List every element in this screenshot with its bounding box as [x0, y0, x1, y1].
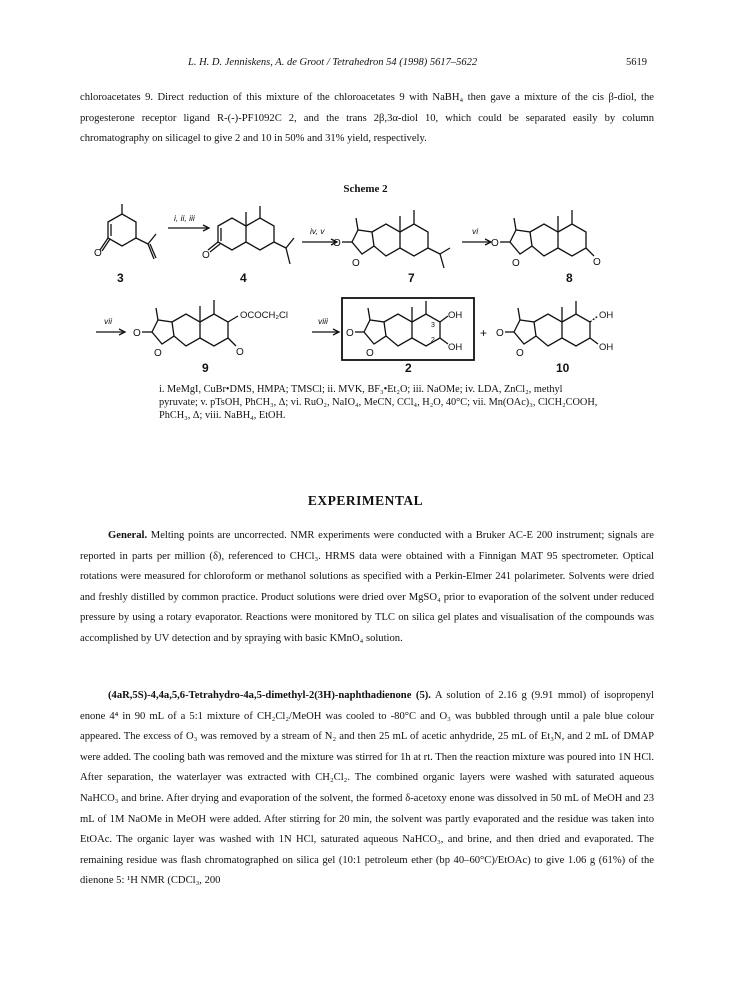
- reaction-scheme: [90, 204, 650, 374]
- arrow-conditions: viii: [318, 316, 328, 326]
- general-paragraph: [80, 526, 654, 650]
- atom-label-oh: OH: [599, 310, 614, 321]
- scheme-legend: i. MeMgI, CuBr•DMS, HMPA; TMSCl; ii. MVK, BF₃•Et₂O; iii. NaOMe; iv. LDA, ZnCl₂, methyl pyruvate; v. pTsOH, PhCH₃, Δ; vi. RuO₂, NaIO₄, MeCN, CCl₄, H₂O, 40°C; vii. Mn(OAc)₃, ClCH₂COOH, PhCH₃, Δ; viii. NaBH₄, EtOH.: [159, 384, 598, 421]
- atom-label-o: O: [94, 248, 102, 259]
- general-text: Melting points are uncorrected. NMR experiments were conducted with a Bruker AC-E 200 instrument; signals are reported in parts per million (δ), referenced to CHCl₃. HRMS data were obtained with a Finnigan MAT 95 spectrometer. Optical rotations were measured for chloroform or methanol solutions as specified with a Perkin-Elmer 241 polarimeter. Solvents were dried and freshly distilled by common practice. Product solutions were dried over MgSO₄ prior to evaporation of the solvent under reduced pressure by using a rotary evaporator. Reactions were monitored by TLC on silica gel plates and visualisation of the compounds was accomplished by UV detection and by spraying with basic KMnO₄ solution.: [80, 530, 654, 644]
- atom-label-o: O: [352, 258, 360, 269]
- atom-label-o: O: [366, 348, 374, 359]
- atom-label-o: O: [496, 328, 504, 339]
- plus-sign: +: [480, 326, 488, 340]
- compound-lead: (4aR,5S)-4,4a,5,6-Tetrahydro-4a,5-dimethyl-2(3H)-naphthadienone (5).: [108, 690, 431, 701]
- intro-paragraph: chloroacetates 9. Direct reduction of this mixture of the chloroacetates 9 with NaBH₄ then gave a mixture of the cis β-diol, the progesterone receptor ligand R-(-)-PF1092C 2, and the trans 2β,3α-diol 10, which could be separated easily by column chromatography on silicagel to give 2 and 10 in 50% and 31% yield, respectively.: [80, 92, 654, 145]
- atom-label-o: O: [512, 258, 520, 269]
- atom-label-o: O: [236, 347, 244, 358]
- page-number: 5619: [626, 57, 647, 68]
- compound-number: 2: [405, 361, 412, 374]
- scheme-title: Scheme 2: [343, 183, 388, 195]
- compound-paragraph: [80, 686, 654, 892]
- arrow-conditions: i, ii, iii: [174, 213, 195, 223]
- atom-label-o: O: [202, 250, 210, 261]
- atom-label-oh: OH: [448, 342, 463, 353]
- atom-label-o: O: [491, 238, 499, 249]
- atom-label-o: O: [154, 348, 162, 359]
- atom-label-o: O: [133, 328, 141, 339]
- atom-label-oh: OH: [599, 342, 614, 353]
- structure-8: [500, 210, 594, 256]
- atom-label-oh: OH: [448, 310, 463, 321]
- arrow-conditions: vi: [472, 226, 479, 236]
- compound-number: 7: [408, 271, 415, 285]
- structure-3: [100, 204, 156, 259]
- atom-label-ococh2cl: OCOCH₂Cl: [240, 310, 289, 321]
- compound-number: 9: [202, 361, 209, 374]
- arrow-conditions: vii: [104, 316, 113, 326]
- atom-label-o: O: [333, 238, 341, 249]
- compound-number: 4: [240, 271, 247, 285]
- locant-2: 2: [431, 337, 435, 344]
- general-lead: General.: [108, 530, 148, 541]
- compound-number: 8: [566, 271, 573, 285]
- compound-number: 3: [117, 271, 124, 285]
- arrow-conditions: iv, v: [310, 226, 325, 236]
- atom-label-o: O: [516, 348, 524, 359]
- compound-number: 10: [556, 361, 570, 374]
- structure-10: [505, 301, 598, 346]
- structure-9: [142, 300, 238, 346]
- section-title: EXPERIMENTAL: [307, 493, 424, 508]
- locant-3: 3: [431, 322, 435, 329]
- atom-label-o: O: [346, 328, 354, 339]
- structure-4: [208, 206, 294, 264]
- journal-citation: L. H. D. Jenniskens, A. de Groot / Tetrahedron 54 (1998) 5617–5622: [188, 57, 478, 68]
- compound-text: A solution of 2.16 g (9.91 mmol) of isopropenyl enone 4⁴ in 90 mL of a 5:1 mixture of CH₂Cl₂/MeOH was cooled to -80°C and O₃ was bubbled through until a pale blue colour appeared. The excess of O₃ was removed by a stream of N₂ and then 25 mL of acetic anhydride, 25 mL of Et₃N, and 2 mL of DMAP were added. The cooling bath was removed and the mixture was stirred for 1h at rt. Then the reaction mixture was poured into 1N HCl. After separation, the waterlayer was extracted with CH₂Cl₂. The combined organic layers were washed with saturated aqueous NaHCO₃ and brine. After drying and evaporation of the solvent, the formed δ-acetoxy enone was dissolved in 50 mL of MeOH and 23 mL of 1M NaOMe in MeOH were added. After stirring for 20 min, the solvent was partly evaporated and the residue was taken into EtOAc. The organic layer was washed with 1N HCl, saturated aqueous NaHCO₃, and brine, and then dried and evaporated. The remaining residue was flash chromatographed on silica gel (10:1 petroleum ether (bp 40–60°C)/EtOAc) to give 1.06 g (61%) of the dienone 5: ¹H NMR (CDCl₃, 200: [80, 690, 654, 887]
- atom-label-o: O: [593, 257, 601, 268]
